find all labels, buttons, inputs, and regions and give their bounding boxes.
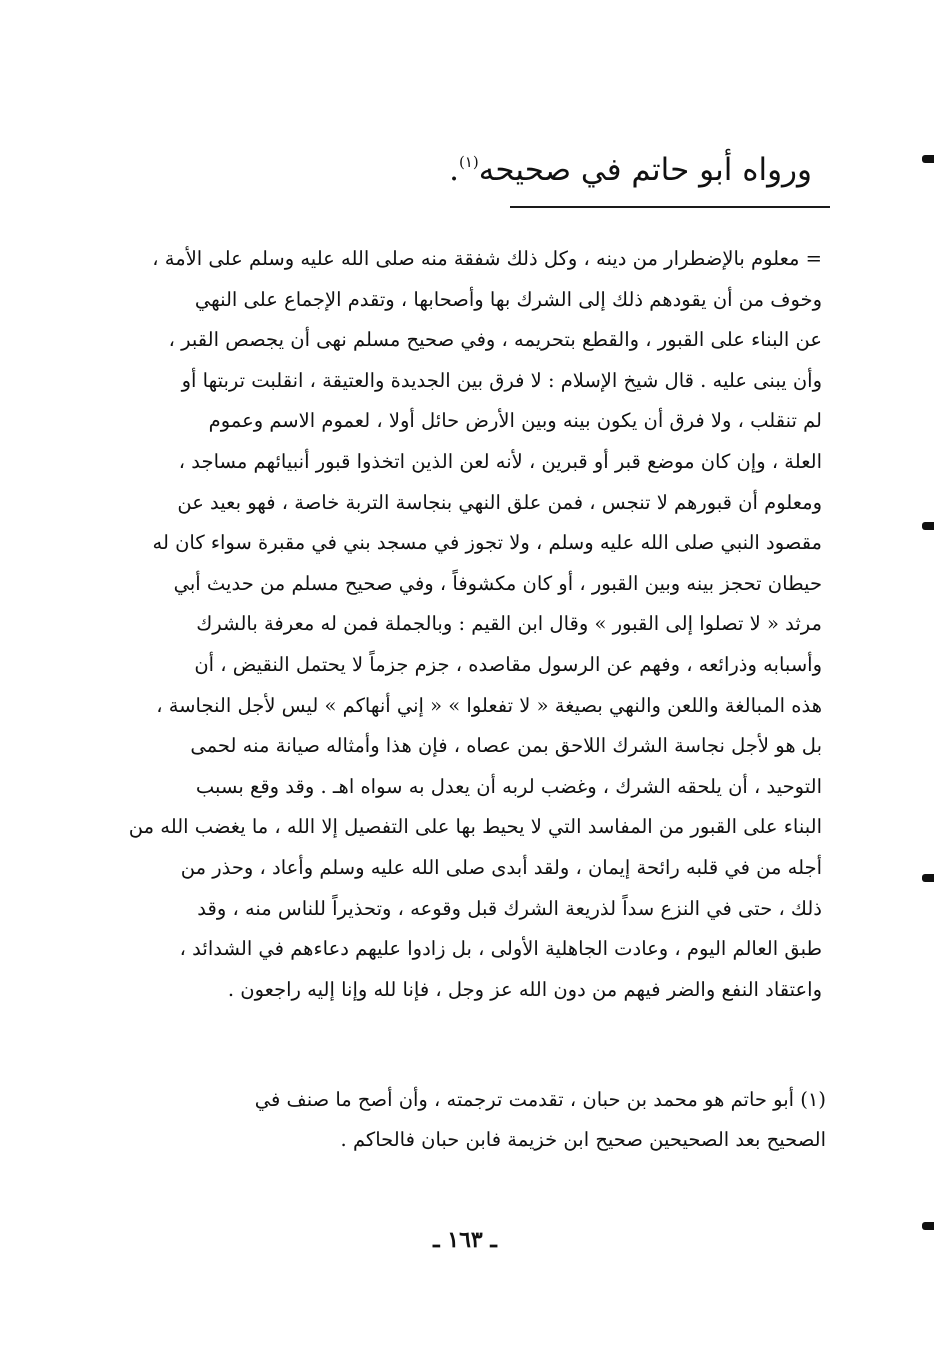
- commentary-line: = معلوم بالإضطرار من دينه ، وكل ذلك شفقة منه صلى الله عليه وسلم على الأمة ،: [152, 247, 822, 270]
- commentary-line: العلة ، وإن كان موضع قبر أو قبرين ، لأنه لعن الذين اتخذوا قبور أنبيائهم مساجد ،: [178, 449, 822, 473]
- footnote-reference: (١): [458, 153, 479, 171]
- page-number: ـ ١٦٣ ـ: [433, 1227, 497, 1253]
- commentary-block: [100, 239, 822, 1010]
- commentary-line: هذه المبالغة واللعن والنهي بصيغة « لا تفعلوا » « إني أنهاكم » ليس لأجل النجاسة ،: [156, 693, 822, 717]
- commentary-line: وخوف من أن يقودهم ذلك إلى الشرك بها وأصحابها ، وتقدم الإجماع على النهي: [194, 287, 822, 311]
- commentary-line: وأن يبنى عليه . قال شيخ الإسلام : لا فرق بين الجديدة والعتيقة ، انقلبت تربتها أو: [181, 368, 822, 392]
- scan-edge-mark: [922, 155, 934, 163]
- commentary-line: البناء على القبور من المفاسد التي لا يحيط بها على التفصيل إلا الله ، ما يغضب الله من: [128, 815, 822, 839]
- commentary-line: التوحيد ، أن يلحقه الشرك ، وغضب لربه أن يعدل به سواه اهـ . وقد وقع بسبب: [195, 774, 822, 798]
- commentary-line: لم تنقلب ، ولا فرق أن يكون بينه وبين الأرض حائل أولا ، لعموم الاسم وعموم: [208, 409, 822, 433]
- commentary-line: مقصود النبي صلى الله عليه وسلم ، ولا تجوز في مسجد بني في مقبرة سواء كان له: [152, 531, 822, 555]
- commentary-line: حيطان تحجز بينه وبين القبور ، أو كان مكشوفاً ، وفي صحيح مسلم من حديث أبي: [173, 571, 822, 595]
- commentary-line: طبق العالم اليوم ، وعادت الجاهلية الأولى ، بل زادوا عليهم دعاءهم في الشدائد ،: [179, 937, 822, 961]
- main-text-end: .: [449, 152, 459, 188]
- footnote-line: الصحيح بعد الصحيحين صحيح ابن خزيمة فابن حبان فالحاكم .: [340, 1128, 826, 1151]
- main-text-line: [292, 132, 812, 192]
- commentary-line: أجله من في قلبه رائحة إيمان ، ولقد أبدى صلى الله عليه وسلم وأعاد ، وحذر من: [180, 855, 822, 879]
- commentary-line: بل هو لأجل نجاسة الشرك اللاحق بمن عصاه ، فإن هذا وأمثاله صيانة منه لحمى: [190, 734, 822, 758]
- scan-edge-mark: [922, 1222, 934, 1230]
- commentary-line: وأسبابه وذرائعه ، وفهم عن الرسول مقاصده ، جزم جزماً لا يحتمل النقيض ، أن: [194, 652, 822, 676]
- commentary-line: مرثد « لا تصلوا إلى القبور » وقال ابن القيم : وبالجملة فمن له معرفة بالشرك: [196, 612, 822, 636]
- footnote-line: (١) أبو حاتم هو محمد بن حبان ، تقدمت ترجمته ، وأن أصح ما صنف في: [254, 1088, 826, 1111]
- scan-edge-mark: [922, 522, 934, 530]
- commentary-line: واعتقاد النفع والضر فيهم من دون الله عز وجل ، فإنا لله وإنا إليه راجعون .: [227, 977, 822, 1001]
- footnote-block: [104, 1080, 826, 1160]
- commentary-line: عن البناء على القبور ، والقطع بتحريمه ، وفي صحيح مسلم نهى أن يجصص القبر ،: [168, 328, 822, 352]
- footnote-separator: [510, 206, 830, 208]
- scan-edge-mark: [922, 874, 934, 882]
- commentary-line: ذلك ، حتى في النزع سداً لذريعة الشرك قبل وقوعه ، وتحذيراً للناس منه ، وقد: [197, 896, 822, 920]
- main-text: ورواه أبو حاتم في صحيحه: [478, 152, 812, 188]
- commentary-line: ومعلوم أن قبورهم لا تنجس ، فمن علق النهي بنجاسة التربة خاصة ، فهو بعيد عن: [177, 490, 822, 514]
